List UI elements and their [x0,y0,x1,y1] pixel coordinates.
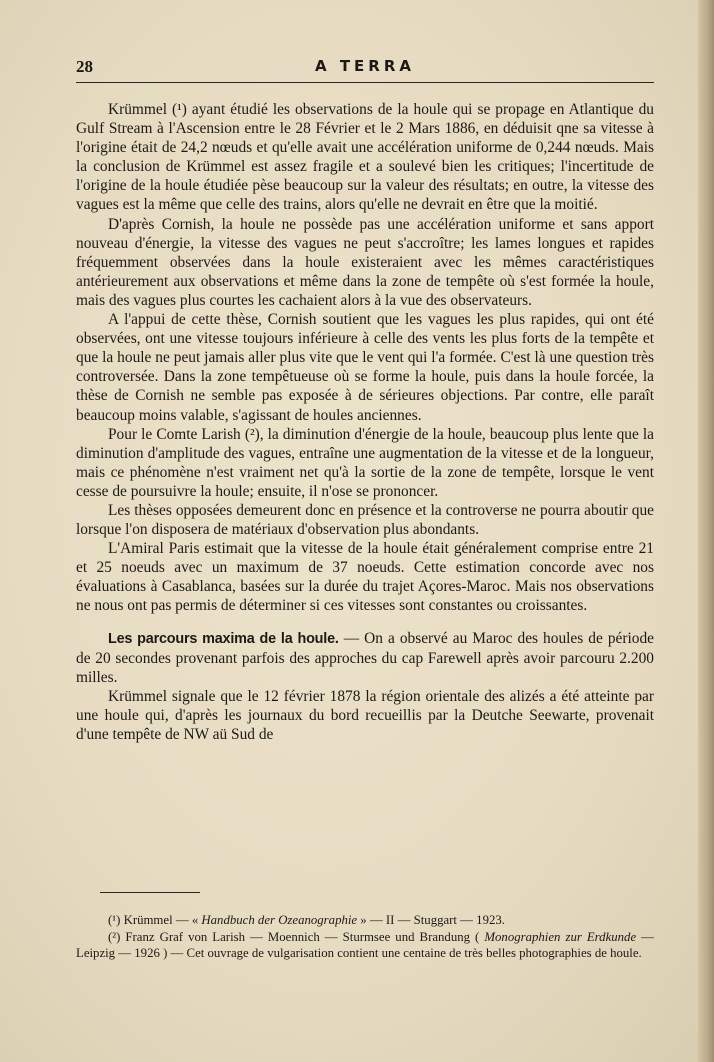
paragraph: Pour le Comte Larish (²), la diminution d'énergie de la houle, beaucoup plus lente que la diminution d'amplitude des vagues, entraîne une augmentation de la vitesse et de la longueur, mais ce phénomène n'est vraiment net qu'à la sortie de la zone de tempête, lorsque le vent cesse de poursuivre la houle; ensuite, il n'ose se prononcer. [76,425,654,500]
paragraph: Krümmel (¹) ayant étudié les observations de la houle qui se propage en Atlantique du Gulf Stream à l'Ascension entre le 28 Février et le 2 Mars 1886, en déduisit qne sa vitesse à l'origine était de 24,2 nœuds et qu'elle avait une accélération uniforme de 0,244 nœuds. Mais la conclusion de Krümmel est assez fragile et a soulevé bien les critiques; l'incertitude de l'origine de la houle étudiée pèse beaucoup sur la valeur des résultats; en outre, la vitesse des vagues est la même que celle des trains, alors qu'elle ne devrait en être que la moitié. [76,101,654,214]
paragraph: D'après Cornish, la houle ne possède pas une accélération uniforme et sans apport nouveau d'énergie, la vitesse des vagues ne peut s'accroître; les lames longues et rapides fréquemment observées dans la houle existeraient avec les mêmes caractéristiques antérieurement aux observations et même dans la zone de tempête où s'est formée la houle, mais des vagues plus courtes les cachaient alors à la vue des observateurs. [76,215,654,309]
section-heading: Les parcours maxima de la houle. [108,630,339,647]
paragraph: A l'appui de cette thèse, Cornish soutient que les vagues les plus rapides, qui ont été observées, ont une vitesse toujours inférieure à celle des vents les plus forts de la tempête et que la houle ne peut jamais aller plus vite que le vent qui l'a formée. C'est là une question très controversée. Dans la zone tempêtueuse où se forme la houle, puis dans la houle forcée, la thèse de Cornish ne semble pas exposée à de sérieures objections. Par contre, elle paraît beaucoup moins valable, s'agissant de houles anciennes. [76,311,654,424]
footnote-1-text: Krümmel — « [120,913,202,927]
footnote-2-text: Franz Graf von Larish — Moennich — Sturmsee und Brandung ( [120,929,485,944]
paragraph: L'Amiral Paris estimait que la vitesse de la houle était généralement comprise entre 21 et 25 noeuds avec un maximum de 37 noeuds. Cette estimation concorde avec nos évaluations à Casablanca, basées sur la durée du trajet Açores-Maroc. Mais nos observations ne nous ont pas permis de déterminer si ces vitesses sont constantes ou croissantes. [76,540,654,615]
footnote-2-mark: (²) [108,929,121,944]
body-text [76,100,654,744]
footnote-rule [100,892,200,893]
running-title: A TERRA [314,57,416,75]
footnote-2 [76,929,654,962]
page-spine-edge [698,0,714,1062]
footnote-2-rest: — Leipzig — 1926 ) — Cet ouvrage de vulgarisation contient une centaine de très belles photographies de houle. [76,929,654,960]
footnote-1-title: Handbuch der Ozeanographie [201,913,358,927]
running-head [76,57,654,79]
footnote-1 [76,912,654,929]
footnote-1-mark: (¹) [108,913,121,927]
footnote-1-rest: » — II — Stuggart — 1923. [357,913,505,927]
footnote-2-title: Monographien zur Erdkunde [484,929,637,944]
paragraph: Les thèses opposées demeurent donc en présence et la controverse ne pourra aboutir que lorsque l'on disposera de matériaux d'observation plus abondants. [76,501,654,539]
paragraph: Krümmel signale que le 12 février 1878 la région orientale des alizés a été atteinte par une houle qui, d'après les journaux du bord recueillis par la Deutche Seewarte, provenait d'une tempête de NW aü Sud de [76,687,654,743]
section-paragraph-text: — On a observé au Maroc des houles de période de 20 secondes provenant parfois des approches du cap Farewell après avoir parcouru 2.200 milles. [76,629,654,686]
page-number: 28 [76,57,93,76]
header-rule [76,82,654,83]
section-paragraph [76,629,654,687]
footnotes [76,912,654,962]
